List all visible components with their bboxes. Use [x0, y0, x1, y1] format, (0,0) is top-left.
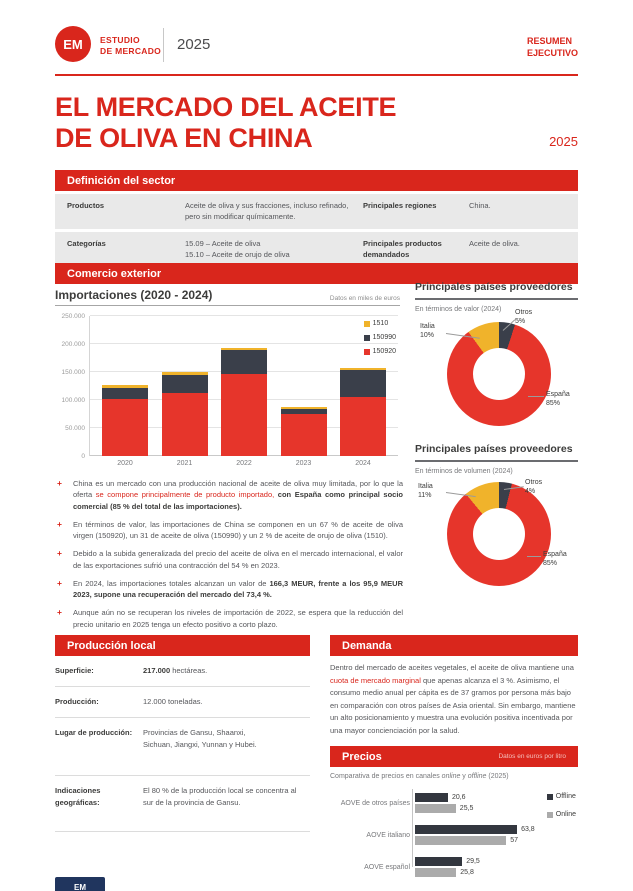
legend-swatch-online: [547, 812, 553, 818]
y-axis-tick-label: 100.000: [61, 397, 85, 404]
slice-label-italia: Italia 10%: [420, 323, 435, 340]
section-title: Producción local: [67, 639, 156, 652]
chart-plot-area: [89, 316, 398, 467]
header-year: 2025: [177, 36, 211, 53]
bar-segment-150920: [340, 397, 386, 456]
text-segment: 166,3 MEUR, frente a los 95,9 MEUR 2023, supone una recuperación del mercado del 73,4 %.: [73, 578, 403, 599]
x-axis-tick-label: 2020: [117, 460, 133, 467]
key-findings-list: [55, 478, 403, 637]
legend-swatch: [364, 349, 370, 355]
legend-label: 150920: [372, 348, 396, 355]
cell-label: Principales productos demandados: [363, 238, 442, 259]
text-segment: China es un mercado con una producción nacional de aceite de oliva muy limitada, por lo que la oferta: [73, 479, 403, 500]
text-segment: Provincias de Gansu, Shaanxi, Sichuan, Jiangxi, Yunnan y Hubei.: [143, 728, 257, 749]
bar-segment-150920: [162, 393, 208, 456]
bar-line: [415, 804, 527, 813]
cell-label: Principales regiones: [363, 201, 437, 210]
legend-swatch: [364, 335, 370, 341]
bar-pair: [415, 791, 527, 815]
cell-value: [143, 696, 310, 708]
cell-label: Producción:: [55, 697, 99, 706]
header-rule: [55, 74, 578, 76]
section-title: Demanda: [342, 639, 392, 652]
cell-label: Productos: [67, 201, 105, 210]
report-type-line1: RESUMEN: [526, 36, 572, 46]
header-divider: [163, 28, 164, 62]
text-segment: En términos de valor, las importaciones de China se componen en un 67 % de aceite de oliva virgen (150920), un 31 de aceite de oliva (150990) y un 2 % de aceite de orujo de oliva (1510).: [73, 519, 403, 540]
cell-value: China.: [469, 201, 491, 210]
slice-label-otros: Otros 5%: [515, 309, 533, 326]
value-label: 20,6: [451, 794, 466, 801]
report-type-line2: EJECUTIVO: [526, 48, 578, 59]
chart-bars: [90, 316, 398, 467]
bar-column: [221, 316, 267, 467]
suppliers-volume-chart-title: Principales países proveedores: [415, 443, 573, 455]
bar-segment-150990: [102, 388, 148, 399]
cell-label: Indicaciones geográficas:: [55, 786, 101, 807]
imports-chart-unit-note: Datos en miles de euros: [329, 295, 400, 302]
imports-chart-title: Importaciones (2020 - 2024): [55, 288, 213, 302]
table-row: [55, 718, 310, 776]
legend-item: [547, 793, 576, 800]
bar-line: [415, 868, 527, 877]
value-label: 25,8: [460, 869, 474, 876]
legend-item: [364, 348, 396, 355]
bar-segment-150990: [221, 350, 267, 375]
imports-chart-header: [55, 288, 400, 302]
legend-item: [547, 811, 576, 818]
text-segment: Comparativa de precios en canales: [330, 773, 442, 780]
text-segment: 217.000: [143, 666, 171, 675]
sector-definition-table: [55, 194, 578, 269]
suppliers-volume-donut-chart: [447, 482, 551, 586]
legend-item: [364, 320, 396, 327]
chart-legend: [364, 320, 396, 362]
text-segment: cuota de mercado marginal: [330, 675, 421, 685]
suppliers-value-chart-subtitle: En términos de valor (2024): [415, 306, 502, 313]
chart-bars: [330, 791, 578, 887]
category-label: AOVE español: [364, 863, 410, 871]
category-label: AOVE de otros países: [340, 799, 410, 807]
slice-label-italia: Italia 11%: [418, 483, 433, 500]
text-segment: offline: [467, 773, 487, 780]
cell-value: [143, 727, 274, 751]
section-title: Precios: [342, 750, 382, 763]
text-segment: se compone principalmente de producto importado,: [95, 490, 275, 500]
bar-line: [415, 857, 527, 866]
stacked-bar: [102, 316, 148, 456]
bar-offline: [415, 857, 462, 866]
text-segment: que apenas alcanza el 3 %. Asimismo, el consumo medio anual per cápita es de 37 gramos por persona más bajo en comparación con otros países de Asia oriental. Sin embargo, mantiene un alto posicionamiento y muestra una evolución positiva incentivada por una mayor concienciación por la salud.: [330, 675, 576, 735]
text-segment: y: [460, 773, 468, 780]
category-line2: 15.10 – Aceite de orujo de oliva: [185, 249, 290, 259]
text-segment: 12.000 toneladas.: [143, 697, 203, 706]
brand-line2: DE MERCADO: [100, 46, 162, 57]
bar-segment-150990: [340, 370, 386, 397]
page-title-line2: DE OLIVA EN CHINA: [55, 123, 313, 154]
bullet-icon: +: [57, 518, 62, 529]
bar-offline: [415, 825, 517, 834]
bar-line: [415, 836, 527, 845]
title-year: 2025: [549, 134, 578, 149]
cell-label: Categorías: [67, 238, 106, 248]
em-logo-icon: EM: [55, 26, 91, 62]
suppliers-value-chart-title: Principales países proveedores: [415, 281, 573, 293]
bar-segment-150990: [162, 375, 208, 393]
bar-line: [415, 825, 535, 834]
y-axis-tick-label: 150.000: [61, 369, 85, 376]
bar-online: [415, 804, 456, 813]
cell-label: Lugar de producción:: [55, 728, 133, 737]
text-segment: En 2024, las importaciones totales alcanzan un valor de: [73, 578, 270, 588]
text-segment: online: [441, 773, 461, 780]
imports-stacked-bar-chart: [55, 312, 400, 472]
value-label: 63,8: [521, 826, 535, 833]
x-axis-tick-label: 2024: [355, 460, 371, 467]
list-item: [55, 607, 403, 630]
x-axis-tick-label: 2023: [295, 460, 312, 467]
page-title-line1: EL MERCADO DEL ACEITE: [55, 92, 397, 122]
legend-item: [364, 334, 396, 341]
table-row: [55, 194, 578, 229]
brand-line1: ESTUDIO: [100, 35, 140, 45]
leader-line: [527, 556, 541, 557]
cell-value: [143, 785, 310, 809]
stacked-bar: [221, 316, 267, 456]
y-axis-tick-label: 50.000: [65, 425, 85, 432]
divider: [415, 460, 578, 462]
text-segment: Dentro del mercado de aceites vegetales, el aceite de oliva mantiene una: [330, 663, 574, 672]
section-header-produccion-local: [55, 635, 310, 656]
legend-label: Online: [555, 811, 576, 818]
bar-column: [162, 316, 208, 467]
table-row: [55, 687, 310, 718]
price-bar-group: [330, 855, 578, 879]
bullet-icon: +: [57, 548, 62, 559]
cell-value: Aceite de oliva.: [469, 238, 520, 248]
bar-segment-150920: [102, 399, 148, 456]
em-footer-logo: EM: [55, 877, 105, 891]
slice-label-otros: Otros 4%: [525, 479, 543, 496]
cell-value: [185, 238, 363, 261]
report-type-label: [527, 35, 578, 59]
chart-legend: [547, 793, 576, 829]
suppliers-value-donut-chart: [447, 322, 551, 426]
suppliers-volume-chart-subtitle: En términos de volumen (2024): [415, 468, 513, 475]
list-item: [55, 548, 403, 571]
slice-label-espana: España 85%: [543, 551, 567, 568]
divider: [55, 305, 400, 306]
table-row: [55, 656, 310, 687]
category-label: AOVE italiano: [366, 831, 410, 839]
demand-paragraph: [330, 662, 578, 738]
page-title: [55, 92, 396, 154]
bar-column: [102, 316, 148, 467]
section-header-definicion: [55, 170, 578, 191]
list-item: [55, 519, 403, 542]
legend-label: 150990: [372, 334, 396, 341]
section-header-precios: [330, 746, 578, 767]
text-segment: (2025): [486, 773, 509, 780]
leader-line: [528, 396, 544, 397]
list-item: [55, 478, 403, 512]
value-label: 29,5: [466, 858, 480, 865]
legend-label: 1510: [372, 320, 389, 327]
prices-unit-note: Datos en euros por litro: [498, 753, 566, 760]
bar-offline: [415, 793, 448, 802]
text-segment: con España como principal socio comercial (85 % del total de las importaciones).: [73, 490, 403, 511]
section-header-demanda: [330, 635, 578, 656]
value-label: 57: [510, 837, 518, 844]
x-axis-tick-label: 2021: [176, 460, 193, 467]
cell-value: [143, 665, 310, 677]
y-axis-tick-label: 0: [81, 453, 85, 460]
bar-pair: [415, 823, 535, 847]
text-segment: El 80 % de la producción local se concentra al sur de la provincia de Gansu.: [143, 786, 297, 807]
text-segment: Aunque aún no se recuperan los niveles de importación de 2022, se espera que la reducción del precio unitario en 2025 tenga un efecto positivo a corto plazo.: [73, 608, 403, 629]
stacked-bar: [281, 316, 327, 456]
bar-column: [281, 316, 327, 467]
bar-pair: [415, 855, 527, 879]
table-row: [55, 776, 310, 832]
prices-chart-subtitle: [330, 773, 578, 780]
local-production-table: [55, 656, 310, 832]
bar-segment-150920: [281, 414, 327, 456]
bar-segment-150920: [221, 374, 267, 456]
price-bar-group: [330, 823, 578, 847]
section-title: Definición del sector: [67, 174, 176, 187]
bullet-icon: +: [57, 577, 62, 588]
bar-line: [415, 793, 527, 802]
price-bar-group: [330, 791, 578, 815]
section-title: Comercio exterior: [67, 267, 162, 280]
legend-swatch: [364, 321, 370, 327]
y-axis-tick-label: 250.000: [61, 313, 85, 320]
cell-label: Superficie:: [55, 666, 94, 675]
stacked-bar: [162, 316, 208, 456]
cell-value: Aceite de oliva y sus fracciones, incluso refinado, pero sin modificar químicamente.: [185, 201, 349, 222]
y-axis-tick-label: 200.000: [61, 341, 85, 348]
x-axis-tick-label: 2022: [236, 460, 252, 467]
slice-label-espana: España 85%: [546, 391, 570, 408]
text-segment: hectáreas.: [170, 666, 208, 675]
prices-bar-chart: [330, 787, 578, 876]
table-row: [55, 232, 578, 267]
brand-text: [100, 35, 161, 57]
legend-swatch-offline: [547, 794, 553, 800]
bar-online: [415, 836, 506, 845]
bullet-icon: +: [57, 607, 62, 618]
legend-label: Offline: [555, 793, 576, 800]
value-label: 25,5: [459, 805, 474, 812]
text-segment: Debido a la subida generalizada del precio del aceite de oliva en el mercado internacional, el valor de las exportaciones sufrió una contracción del 54 % en 2023.: [73, 549, 403, 570]
category-line1: 15.09 – Aceite de oliva: [185, 238, 261, 248]
bullet-icon: +: [57, 478, 62, 488]
divider: [415, 298, 578, 300]
list-item: [55, 578, 403, 601]
bar-online: [415, 868, 456, 877]
